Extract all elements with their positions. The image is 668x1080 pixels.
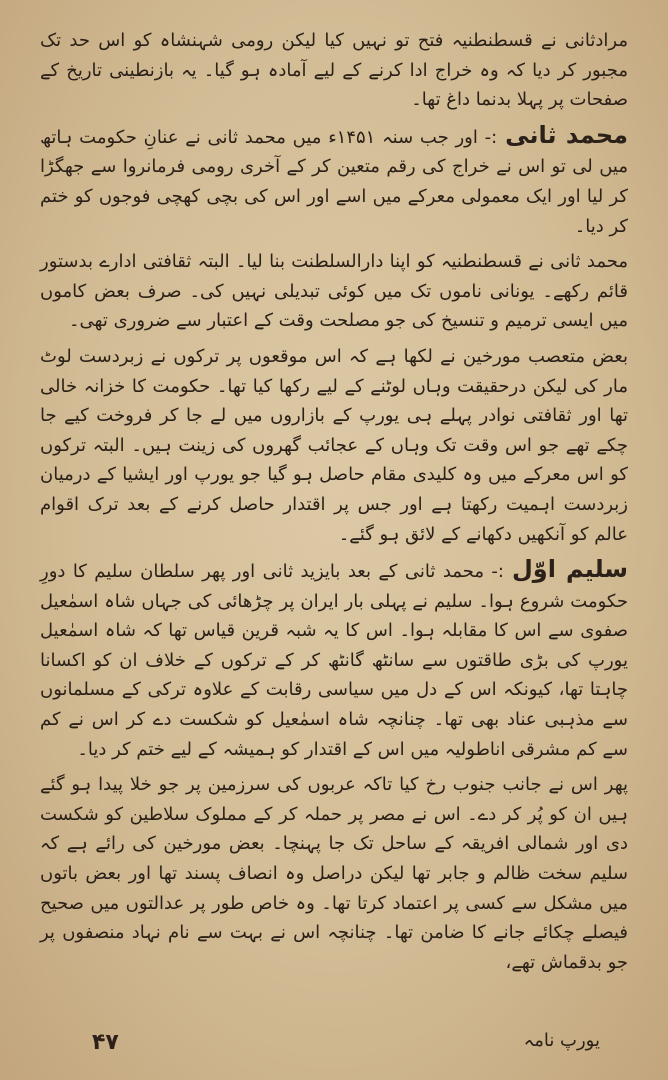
paragraph-constantinople-capital bbox=[40, 247, 628, 336]
paragraph-mehmed-ii bbox=[40, 121, 628, 241]
page-body bbox=[40, 26, 628, 983]
paragraph-south-campaign bbox=[40, 770, 628, 977]
page-footer bbox=[40, 1030, 628, 1060]
paragraph-selim-i bbox=[40, 555, 628, 764]
paragraph-historians bbox=[40, 342, 628, 549]
section-heading-mehmed-ii: محمد ثانی bbox=[505, 120, 628, 149]
paragraph-text: بعض متعصب مورخین نے لکھا ہے کہ اس موقعوں پر ترکوں نے زبردست لوٹ مار کی لیکن درحقیقت وہاں لوٹنے کے لیے رکھا کیا تھا۔ حکومت کا خزانہ خالی تھا اور ثقافتی نوادر پہلے ہی یورپ کے بازاروں میں لے جا کر فروخت کیے جا چکے تھے جو اس وقت تک وہاں کے عجائب گھروں کی زینت ہیں۔ البتہ ترکوں کو اس معرکے میں وہ کلیدی مقام حاصل ہو گیا جو یورپ اور ایشیا کے درمیان زبردست اہمیت رکھتا ہے اور جس پر اقتدار حاصل کرنے کے بعد ترک اقوام عالم کو آنکھیں دکھانے کے لائق ہو گئے۔ bbox=[40, 345, 628, 545]
paragraph-text: :- اور جب سنہ ۱۴۵۱ء میں محمد ثانی نے عنانِ حکومت ہاتھ میں لی تو اس نے خراج کی رقم متعین کر کے آخری رومی فرمانروا سے جھگڑا کر لیا اور ایک معمولی معرکے میں اسے اور اس کی بچی کھچی فوجوں کو ختم کر دیا۔ bbox=[40, 126, 628, 237]
running-title: یورپ نامہ bbox=[523, 1030, 600, 1051]
paragraph-murad bbox=[40, 26, 628, 115]
paragraph-text: مرادثانی نے قسطنطنیہ فتح تو نہیں کیا لیکن رومی شہنشاہ کو اس حد تک مجبور کر دیا کہ وہ خراج ادا کرنے کے لیے آمادہ ہو گیا۔ یہ بازنطینی تاریخ کے صفحات پر پہلا بدنما داغ تھا۔ bbox=[40, 30, 628, 111]
section-heading-selim-i: سلیم اوّل bbox=[511, 555, 628, 584]
paragraph-text: پھر اس نے جانب جنوب رخ کیا تاکہ عربوں کی سرزمین پر جو خلا پیدا ہو گئے ہیں ان کو پُر کر دے۔ اس نے مصر پر حملہ کر کے مملوک سلاطین کو شکست دی اور شمالی افریقہ کے ساحل تک جا پہنچا۔ بعض مورخین کی رائے ہے کہ سلیم سخت ظالم و جابر تھا لیکن دراصل وہ انصاف پسند تھا اور بعض باتوں میں مشکل سے کسی پر اعتماد کرتا تھا۔ وہ خاص طور پر عدالتوں میں صحیح فیصلے چکائے جانے کا ضامن تھا۔ چنانچہ اس نے بہت سے نام نہاد منصفوں پر جو بدقماش تھے، bbox=[40, 774, 628, 973]
page-number: ۴۷ bbox=[92, 1030, 119, 1055]
paragraph-text: محمد ثانی نے قسطنطنیہ کو اپنا دارالسلطنت بنا لیا۔ البتہ ثقافتی ادارے بدستور قائم رکھے۔ یونانی ناموں تک میں کوئی تبدیلی نہیں کی۔ صرف بعض کاموں میں ایسی ترمیم و تنسیخ کی جو مصلحت وقت کے اعتبار سے ضروری تھی۔ bbox=[40, 251, 628, 332]
paragraph-text: :- محمد ثانی کے بعد بایزید ثانی اور پھر سلطان سلیم کا دورِ حکومت شروع ہوا۔ سلیم نے پہلی بار ایران پر چڑھائی کی جہاں شاہ اسمٰعیل صفوی سے اس کا مقابلہ ہوا۔ اس کا یہ شبہ قرین قیاس تھا کہ شاہ اسمٰعیل یورپ کی بڑی طاقتوں سے سانٹھ گانٹھ کر کے ترکوں کے خلاف ان کو اکسانا چاہتا تھا، کیونکہ اس کے دل میں سیاسی رقابت کے علاوہ ترکی کے مسلمانوں سے مذہبی عناد بھی تھا۔ چنانچہ شاہ اسمٰعیل کو شکست دے کر اس نے کم سے کم مشرقی اناطولیہ میں اس کے اقتدار کو ہمیشہ کے لیے ختم کر دیا۔ bbox=[40, 561, 628, 760]
